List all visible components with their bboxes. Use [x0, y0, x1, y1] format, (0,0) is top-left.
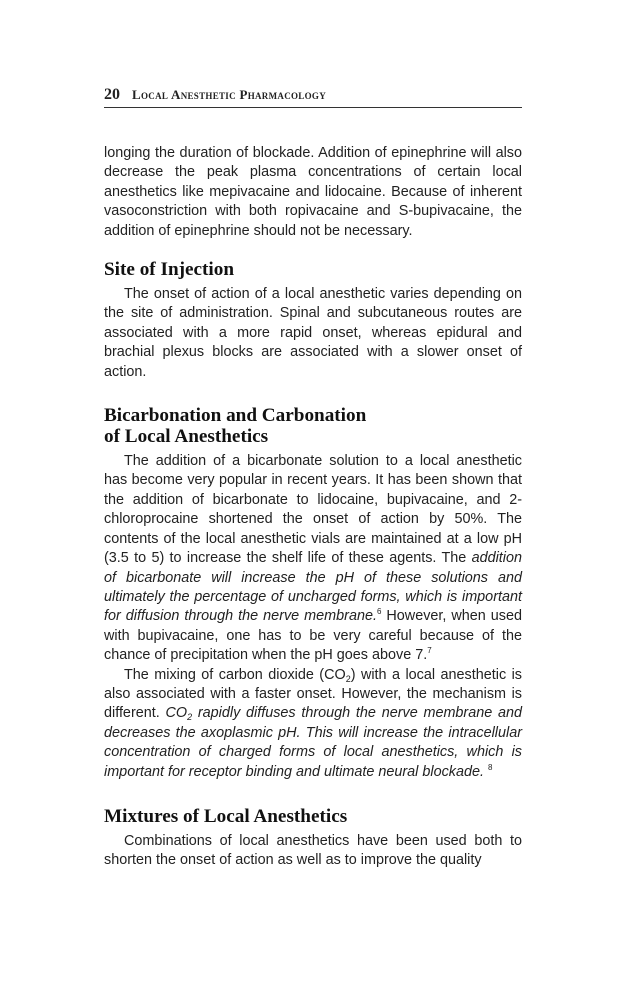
section-heading-site-of-injection: Site of Injection [104, 259, 235, 281]
carbonation-paragraph [104, 666, 522, 782]
heading-line-2: of Local Anesthetics [104, 426, 269, 448]
intro-paragraph: longing the duration of blockade. Addition of epinephrine will also decrease the peak plasma concentrations of certain local anesthetics like mepivacaine and lidocaine. Because of inherent vasoconstriction with both ropivacaine and S-bupivacaine, the addition of epinephrine should not be necessary. [104, 145, 522, 239]
mixtures-paragraph: Combinations of local anesthetics have been used both to shorten the onset of action as well as to improve the quality [104, 832, 522, 869]
subscript: 2 [187, 712, 193, 723]
citation-ref: 7 [427, 646, 432, 656]
paragraph-text: The addition of a bicarbonate solution to a local anesthetic has become very popular in recent years. It has been shown that the addition of bicarbonate to lidocaine, bupivacaine, and 2-chloroprocaine shortened the onset of action by 50%. The contents of the local anesthetic vials are maintained at a low pH (3.5 to 5) to increase the shelf life of these agents. The [104, 453, 522, 567]
paragraph-text: The mixing of carbon dioxide (CO [124, 666, 346, 683]
running-header [104, 86, 522, 108]
bicarbonation-paragraph [104, 452, 522, 665]
co2-formula: CO [165, 705, 188, 722]
heading-line-1: Bicarbonation and Carbonation [104, 405, 367, 427]
italic-emphasis [104, 705, 522, 779]
italic-text: rapidly diffuses through the nerve membrane and decreases the axoplasmic pH. This will increase the intracellular concentration of charged forms of local anesthetics, which is important for receptor binding and ultimate neural blockade. [104, 705, 523, 780]
paragraph-text: ) with a local anesthetic is also associated with a faster onset. However, the mechanism is different. [104, 666, 522, 722]
citation-ref: 6 [376, 607, 382, 617]
section-heading-mixtures: Mixtures of Local Anesthetics [104, 805, 348, 827]
section-heading-bicarbonation [104, 405, 522, 447]
paragraph-text: However, when used with bupivacaine, one has to be very careful because of the chance of precipitation when the pH goes above 7. [104, 608, 522, 664]
site-paragraph: The onset of action of a local anesthetic varies depending on the site of administration. Spinal and subcutaneous routes are associated with a more rapid onset, whereas epidural and brachial plexus blocks are associated with a slower onset of action. [104, 286, 522, 380]
subscript: 2 [345, 673, 351, 684]
page-number: 20 [104, 86, 120, 103]
citation-ref: 8 [487, 762, 493, 772]
running-title: Local Anesthetic Pharmacology [132, 87, 327, 102]
book-page [104, 86, 522, 871]
italic-emphasis: addition of bicarbonate will increase the pH of these solutions and ultimately the percentage of uncharged forms, which is important for diffusion through the nerve membrane. [104, 550, 522, 625]
